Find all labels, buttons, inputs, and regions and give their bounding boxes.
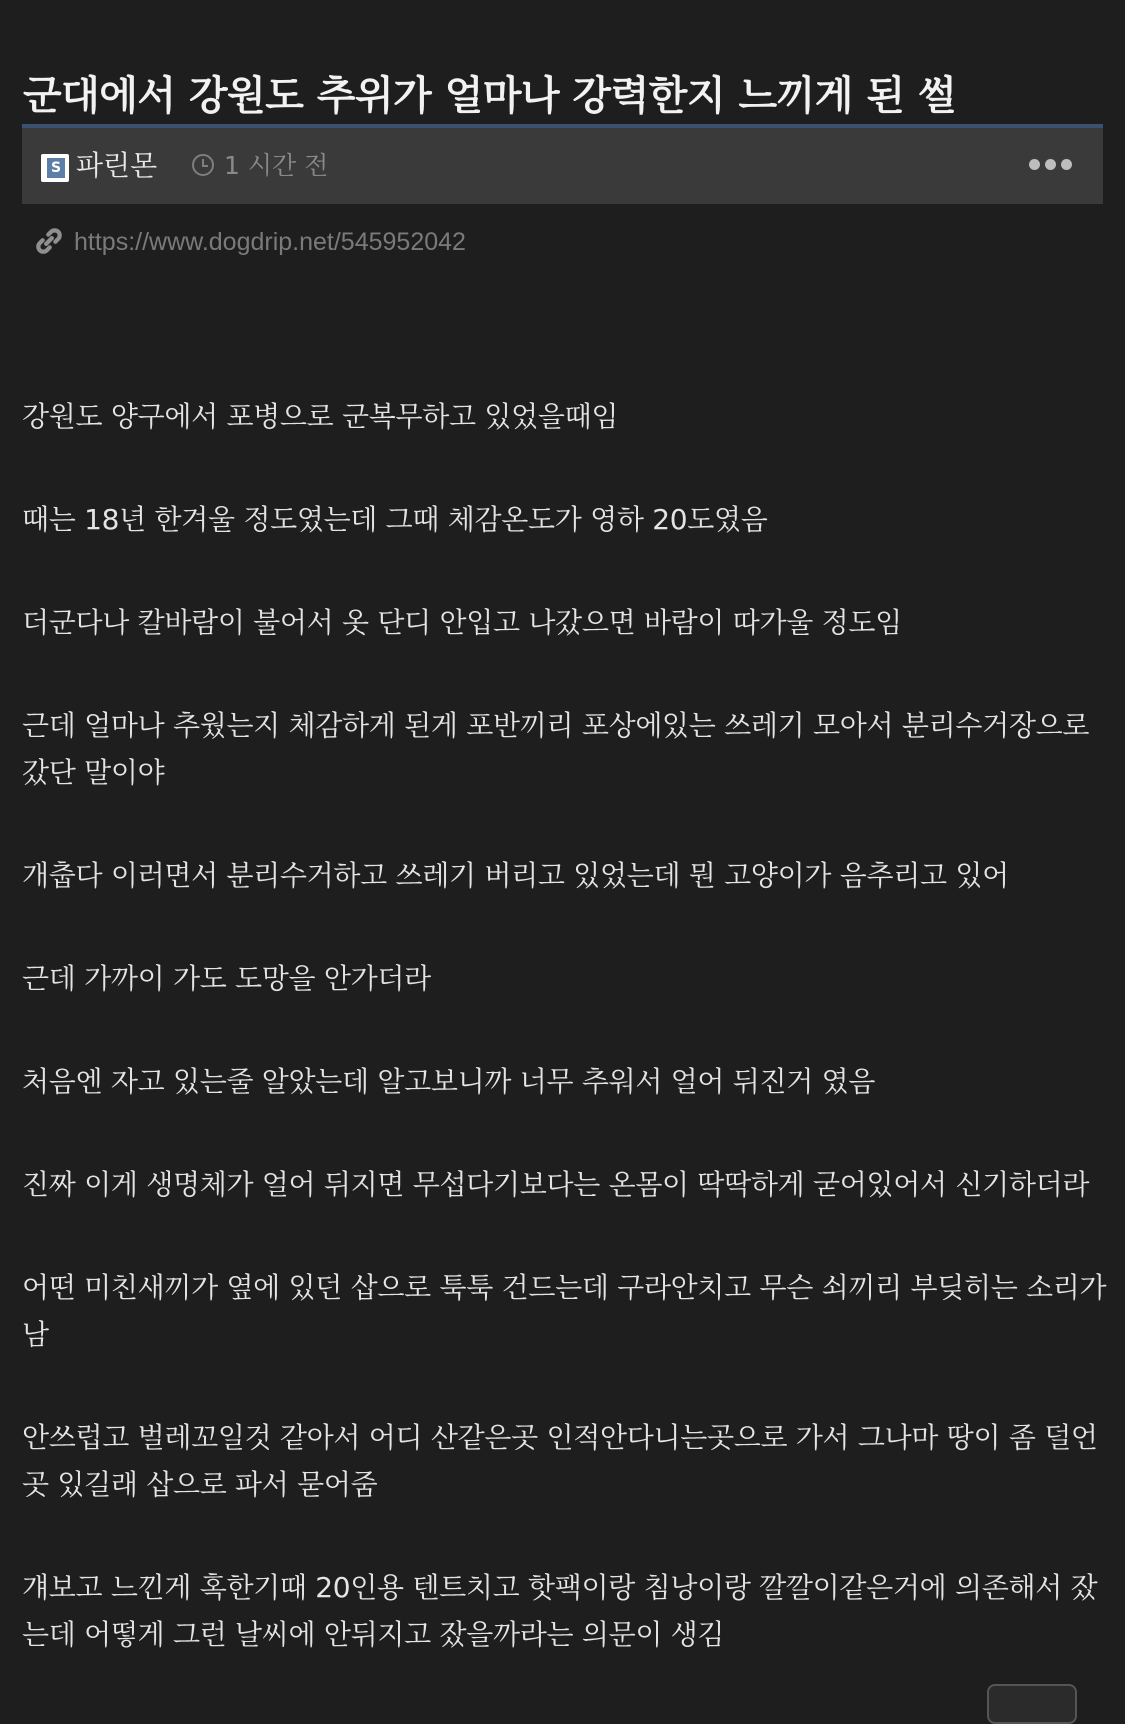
post-url-link[interactable]: https://www.dogdrip.net/545952042 <box>74 228 466 256</box>
clock-icon <box>192 154 214 176</box>
author-level-letter: S <box>47 158 65 178</box>
post-paragraph: 걔보고 느낀게 혹한기때 20인용 텐트치고 핫팩이랑 침낭이랑 깔깔이같은거에 의존해서 잤는데 어떻게 그런 날씨에 안뒤지고 잤을까라는 의문이 생김 <box>22 1571 1098 1651</box>
more-options-icon[interactable] <box>1029 156 1073 172</box>
post-title: 군대에서 강원도 추위가 얼마나 강력한지 느끼게 된 썰 <box>23 72 957 119</box>
post-paragraph: 더군다나 칼바람이 불어서 옷 단디 안입고 나갔으면 바람이 따가울 정도임 <box>22 606 902 639</box>
post-paragraph: 때는 18년 한겨울 정도였는데 그때 체감온도가 영하 20도였음 <box>22 503 768 536</box>
post-paragraph: 처음엔 자고 있는줄 알았는데 알고보니까 너무 추워서 얼어 뒤진거 였음 <box>22 1065 876 1098</box>
post-paragraph: 강원도 양구에서 포병으로 군복무하고 있었을때임 <box>22 400 619 433</box>
author-level-icon <box>41 154 69 182</box>
post-paragraph: 안쓰럽고 벌레꼬일것 같아서 어디 산같은곳 인적안다니는곳으로 가서 그나마 땅이 좀 덜언곳 있길래 삽으로 파서 묻어줌 <box>22 1421 1098 1501</box>
post-paragraph: 개춥다 이러면서 분리수거하고 쓰레기 버리고 있었는데 뭔 고양이가 음추리고 있어 <box>22 859 1009 892</box>
post-paragraph: 어떤 미친새끼가 옆에 있던 삽으로 툭툭 건드는데 구라안치고 무슨 쇠끼리 부딪히는 소리가 남 <box>22 1271 1107 1351</box>
post-time-text: 1 시간 전 <box>224 151 329 180</box>
link-icon <box>32 224 66 258</box>
post-paragraph: 근데 얼마나 추웠는지 체감하게 된게 포반끼리 포상에있는 쓰레기 모아서 분리수거장으로 갔단 말이야 <box>22 709 1090 789</box>
post-body <box>22 393 1107 1714</box>
post-paragraph: 진짜 이게 생명체가 얼어 뒤지면 무섭다기보다는 온몸이 딱딱하게 굳어있어서 신기하더라 <box>22 1168 1090 1201</box>
floating-action-button[interactable] <box>987 1684 1077 1724</box>
post-paragraph: 근데 가까이 가도 도망을 안가더라 <box>22 962 431 995</box>
post-meta-bar <box>22 124 1103 204</box>
author-name[interactable]: 파린몬 <box>76 149 158 182</box>
